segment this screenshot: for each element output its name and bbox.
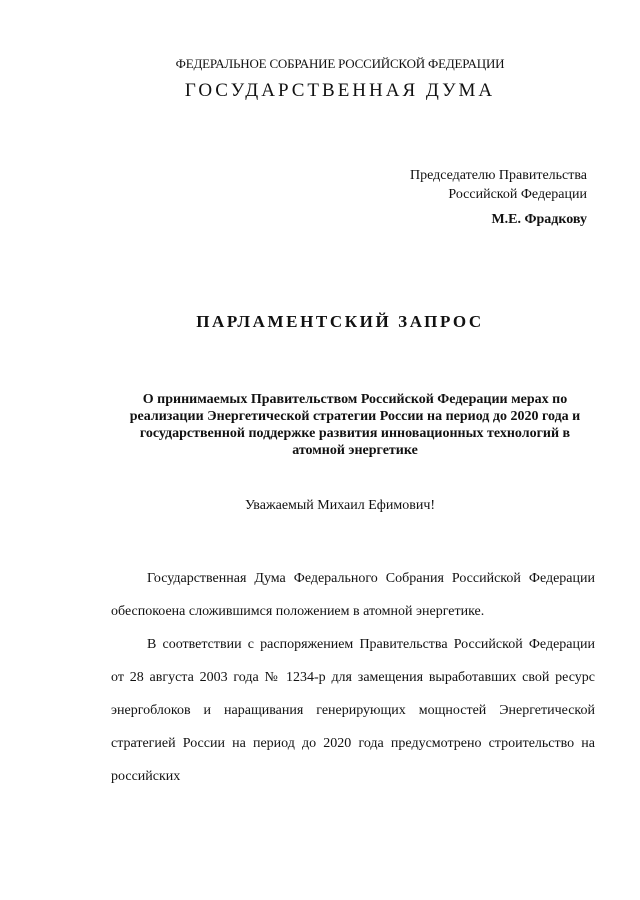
salutation: Уважаемый Михаил Ефимович! bbox=[244, 498, 436, 513]
addressee-title-line: Председателю Правительства bbox=[409, 168, 587, 183]
body-paragraph: В соответствии с распоряжением Правительства Российской Федерации от 28 августа 2003 года № 1234-р для замещения выработавших свой ресурс энергоблоков и наращивания генерирующих мощностей Энергетической стратегией России на период до 2020 года предусмотрено строительство на российских bbox=[111, 637, 595, 784]
body-text bbox=[111, 562, 595, 793]
addressee-block bbox=[410, 166, 587, 229]
organization-header: ФЕДЕРАЛЬНОЕ СОБРАНИЕ РОССИЙСКОЙ ФЕДЕРАЦИИ bbox=[175, 56, 505, 71]
addressee-name: М.Е. Фрадкову bbox=[491, 212, 587, 227]
chamber-header: ГОСУДАРСТВЕННАЯ ДУМА bbox=[184, 80, 496, 101]
body-paragraph: Государственная Дума Федерального Собрания Российской Федерации обеспокоена сложившимся положением в атомной энергетике. bbox=[111, 571, 595, 619]
addressee-country-line: Российской Федерации bbox=[448, 187, 587, 202]
document-title: ПАРЛАМЕНТСКИЙ ЗАПРОС bbox=[196, 312, 484, 331]
document-subject: О принимаемых Правительством Российской Федерации мерах по реализации Энергетической стратегии России на период до 2020 года и государственной поддержке развития инновационных технологий в атомной энергетике bbox=[129, 392, 581, 458]
